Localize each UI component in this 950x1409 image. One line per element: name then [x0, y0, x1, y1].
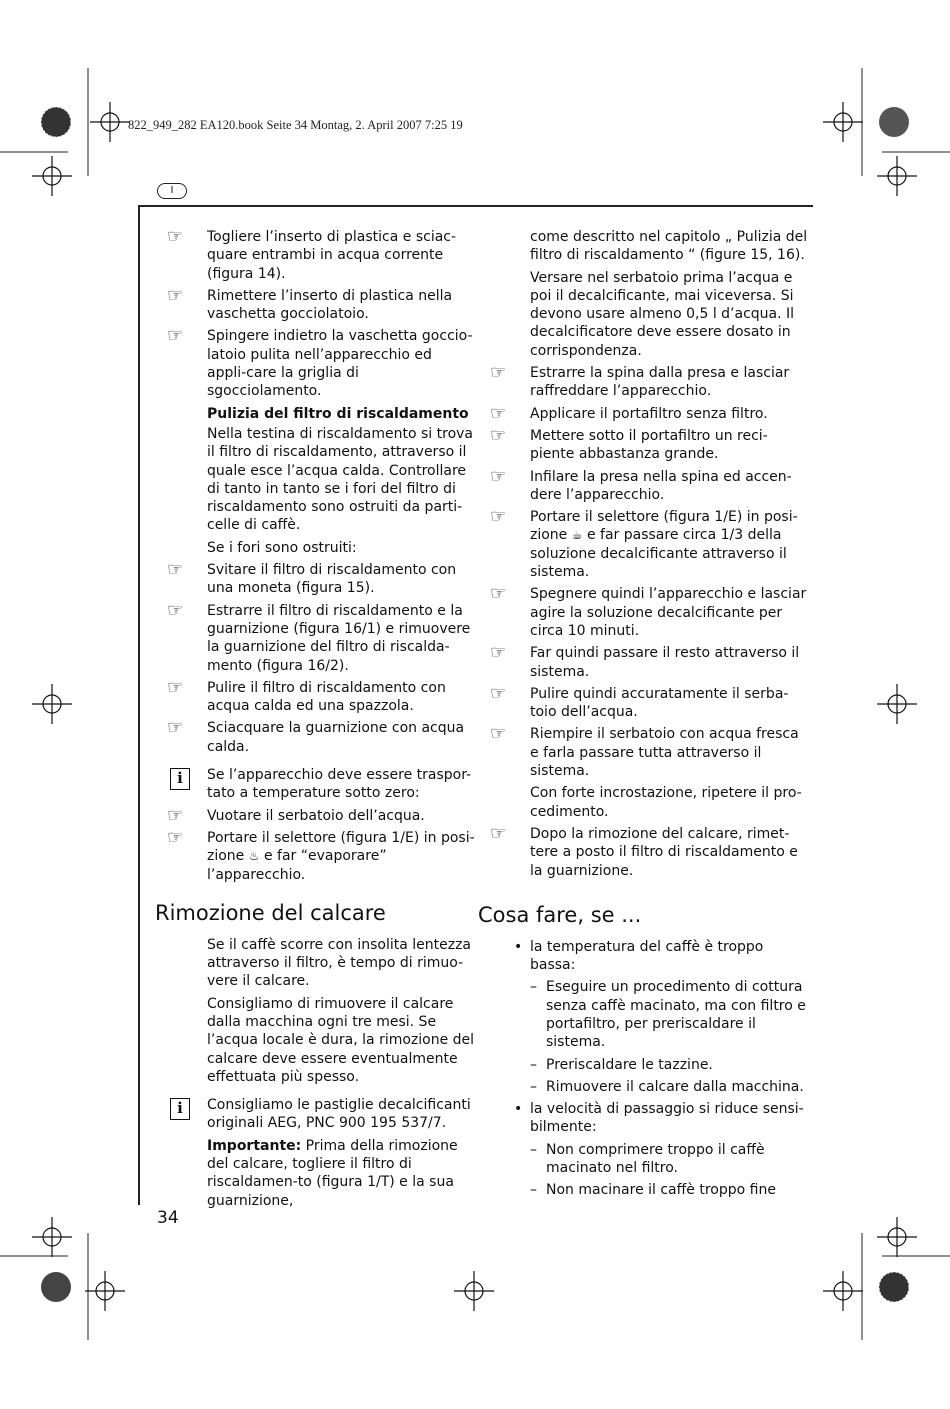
pointing-hand-icon: ☞: [167, 826, 184, 848]
pointing-hand-icon: ☞: [167, 599, 184, 621]
step-item: ☞ Spegnere quindi l’apparecchio e lasciar agire la soluzione decalcificante per circa 10 minuti.: [490, 583, 807, 639]
bullet-item: • la velocità di passaggio si riduce sensi-bilmente:: [514, 1101, 804, 1136]
step-item: ☞ Riempire il serbatoio con acqua fresca e farla passare tutta attraverso il sistema.: [490, 723, 799, 780]
info-icon: i: [170, 768, 190, 790]
page-number: 34: [157, 1208, 179, 1228]
filter-subheading: Pulizia del filtro di riscaldamento: [207, 405, 469, 422]
important-note: Importante: Prima della rimozione del calcare, togliere il filtro di riscaldamen-to (figura 1/T) e la sua guarnizione,: [207, 1137, 458, 1209]
bullet-item: • la temperatura del caffè è troppo bassa:: [514, 938, 764, 974]
step-item: ☞ Far quindi passare il resto attraverso il sistema.: [490, 642, 800, 680]
top-rule: [138, 205, 813, 207]
troubleshooting-heading: Cosa fare, se ...: [478, 902, 642, 927]
pointing-hand-icon: ☞: [167, 804, 184, 826]
language-badge: I: [157, 183, 187, 199]
step-item: ☞ Pulire il filtro di riscaldamento con acqua calda ed una spazzola.: [167, 676, 446, 715]
right-column: [478, 228, 808, 1204]
left-column: [155, 228, 475, 1214]
dash-item: – Preriscaldare le tazzine.: [530, 1056, 713, 1073]
cup-symbol-icon: ☕: [571, 528, 583, 543]
info-note: i Consigliamo le pastiglie decalcificanti originali AEG, PNC 900 195 537/7.: [155, 1096, 475, 1133]
if-blocked-text: Se i fori sono ostruiti:: [207, 539, 357, 556]
step-item: ☞ Portare il selettore (figura 1/E) in posi-zione ☕ e far passare circa 1/3 della soluzione decalcificante attraverso il sistema.: [490, 506, 798, 581]
pointing-hand-icon: ☞: [167, 717, 184, 739]
dash-item: – Rimuovere il calcare dalla macchina.: [530, 1078, 804, 1095]
step-item: ☞ Infilare la presa nella spina ed accen-dere l’apparecchio.: [490, 465, 792, 503]
step-item: ☞ Estrarre il filtro di riscaldamento e la guarnizione (figura 16/1) e rimuovere la guarnizione del filtro di riscalda-mento (figura 16/2).: [167, 599, 471, 674]
pointing-hand-icon: ☞: [490, 506, 507, 528]
pointing-hand-icon: ☞: [490, 822, 507, 844]
descale-heading: Rimozione del calcare: [155, 900, 386, 925]
info-icon: i: [170, 1098, 190, 1120]
pointing-hand-icon: ☞: [490, 682, 507, 704]
descale-paragraph-1: Se il caffè scorre con insolita lentezza attraverso il filtro, è tempo di rimuo-vere il calcare.: [207, 936, 472, 990]
print-header: 822_949_282 EA120.book Seite 34 Montag, 2. April 2007 7:25 19: [128, 118, 463, 132]
step-item: ☞ Pulire quindi accuratamente il serba-toio dell’acqua.: [490, 682, 789, 721]
step-item: ☞ Applicare il portafiltro senza filtro.: [490, 402, 768, 424]
continued-paragraph-2: Versare nel serbatoio prima l’acqua e poi il decalcificante, mai viceversa. Si devono usare almeno 0,5 l d’acqua. Il decalcificatore deve essere dosato in corrispondenza.: [530, 269, 795, 359]
step-item: ☞ Estrarre la spina dalla presa e lasciar raffreddare l’apparecchio.: [490, 362, 790, 400]
pointing-hand-icon: ☞: [490, 642, 507, 664]
step-item: ☞ Sciacquare la guarnizione con acqua calda.: [167, 717, 465, 755]
step-item: ☞ Svitare il filtro di riscaldamento con una moneta (figura 15).: [167, 559, 457, 597]
step-item: ☞ Mettere sotto il portafiltro un reci-piente abbastanza grande.: [490, 424, 768, 463]
pointing-hand-icon: ☞: [167, 226, 184, 247]
info-note: i Se l’apparecchio deve essere traspor-tato a temperature sotto zero:: [155, 766, 475, 803]
step-item: ☞ Spingere indietro la vaschetta goccio-latoio pulita nell’apparecchio ed appli-care la griglia di sgocciolamento.: [167, 325, 473, 400]
strong-scale-note: Con forte incrostazione, ripetere il pro-cedimento.: [530, 785, 802, 820]
step-item: ☞ Togliere l’inserto di plastica e sciac-quare entrambi in acqua corrente (figura 14).: [167, 226, 457, 282]
pointing-hand-icon: ☞: [490, 402, 507, 424]
descale-paragraph-2: Consigliamo di rimuovere il calcare dalla macchina ogni tre mesi. Se l’acqua locale è dura, la rimozione del calcare deve essere eventualmente effettuata più spesso.: [207, 995, 475, 1085]
continued-paragraph-1: come descritto nel capitolo „ Pulizia del filtro di riscaldamento “ (figure 15, 16).: [530, 229, 808, 264]
dash-item: – Eseguire un procedimento di cottura senza caffè macinato, ma con filtro e portafiltro, per preriscaldare il sistema.: [530, 979, 806, 1051]
pointing-hand-icon: ☞: [167, 325, 184, 347]
filter-paragraph: Nella testina di riscaldamento si trova il filtro di riscaldamento, attraverso il quale esce l’acqua calda. Controllare di tanto in tanto se i fori del filtro di riscaldamento sono ostruiti da parti-celle di caffè.: [207, 425, 473, 534]
pointing-hand-icon: ☞: [167, 284, 184, 306]
dash-item: – Non comprimere troppo il caffè macinato nel filtro.: [530, 1141, 765, 1177]
pointing-hand-icon: ☞: [167, 676, 184, 698]
pointing-hand-icon: ☞: [490, 362, 507, 384]
step-item: ☞ Dopo la rimozione del calcare, rimet-tere a posto il filtro di riscaldamento e la guarnizione.: [490, 822, 798, 879]
pointing-hand-icon: ☞: [490, 465, 507, 487]
pointing-hand-icon: ☞: [490, 424, 507, 446]
pointing-hand-icon: ☞: [167, 559, 184, 581]
pointing-hand-icon: ☞: [490, 723, 507, 745]
step-item: ☞ Portare il selettore (figura 1/E) in posi-zione ♨ e far “evaporare” l’apparecchio.: [167, 826, 475, 883]
step-item: ☞ Rimettere l’inserto di plastica nella vaschetta gocciolatoio.: [167, 284, 453, 323]
step-item: ☞ Vuotare il serbatoio dell’acqua.: [167, 804, 425, 826]
pointing-hand-icon: ☞: [490, 583, 507, 605]
dash-item: – Non macinare il caffè troppo fine: [530, 1182, 776, 1199]
side-rule: [138, 205, 140, 1205]
steam-symbol-icon: ♨: [248, 849, 260, 864]
